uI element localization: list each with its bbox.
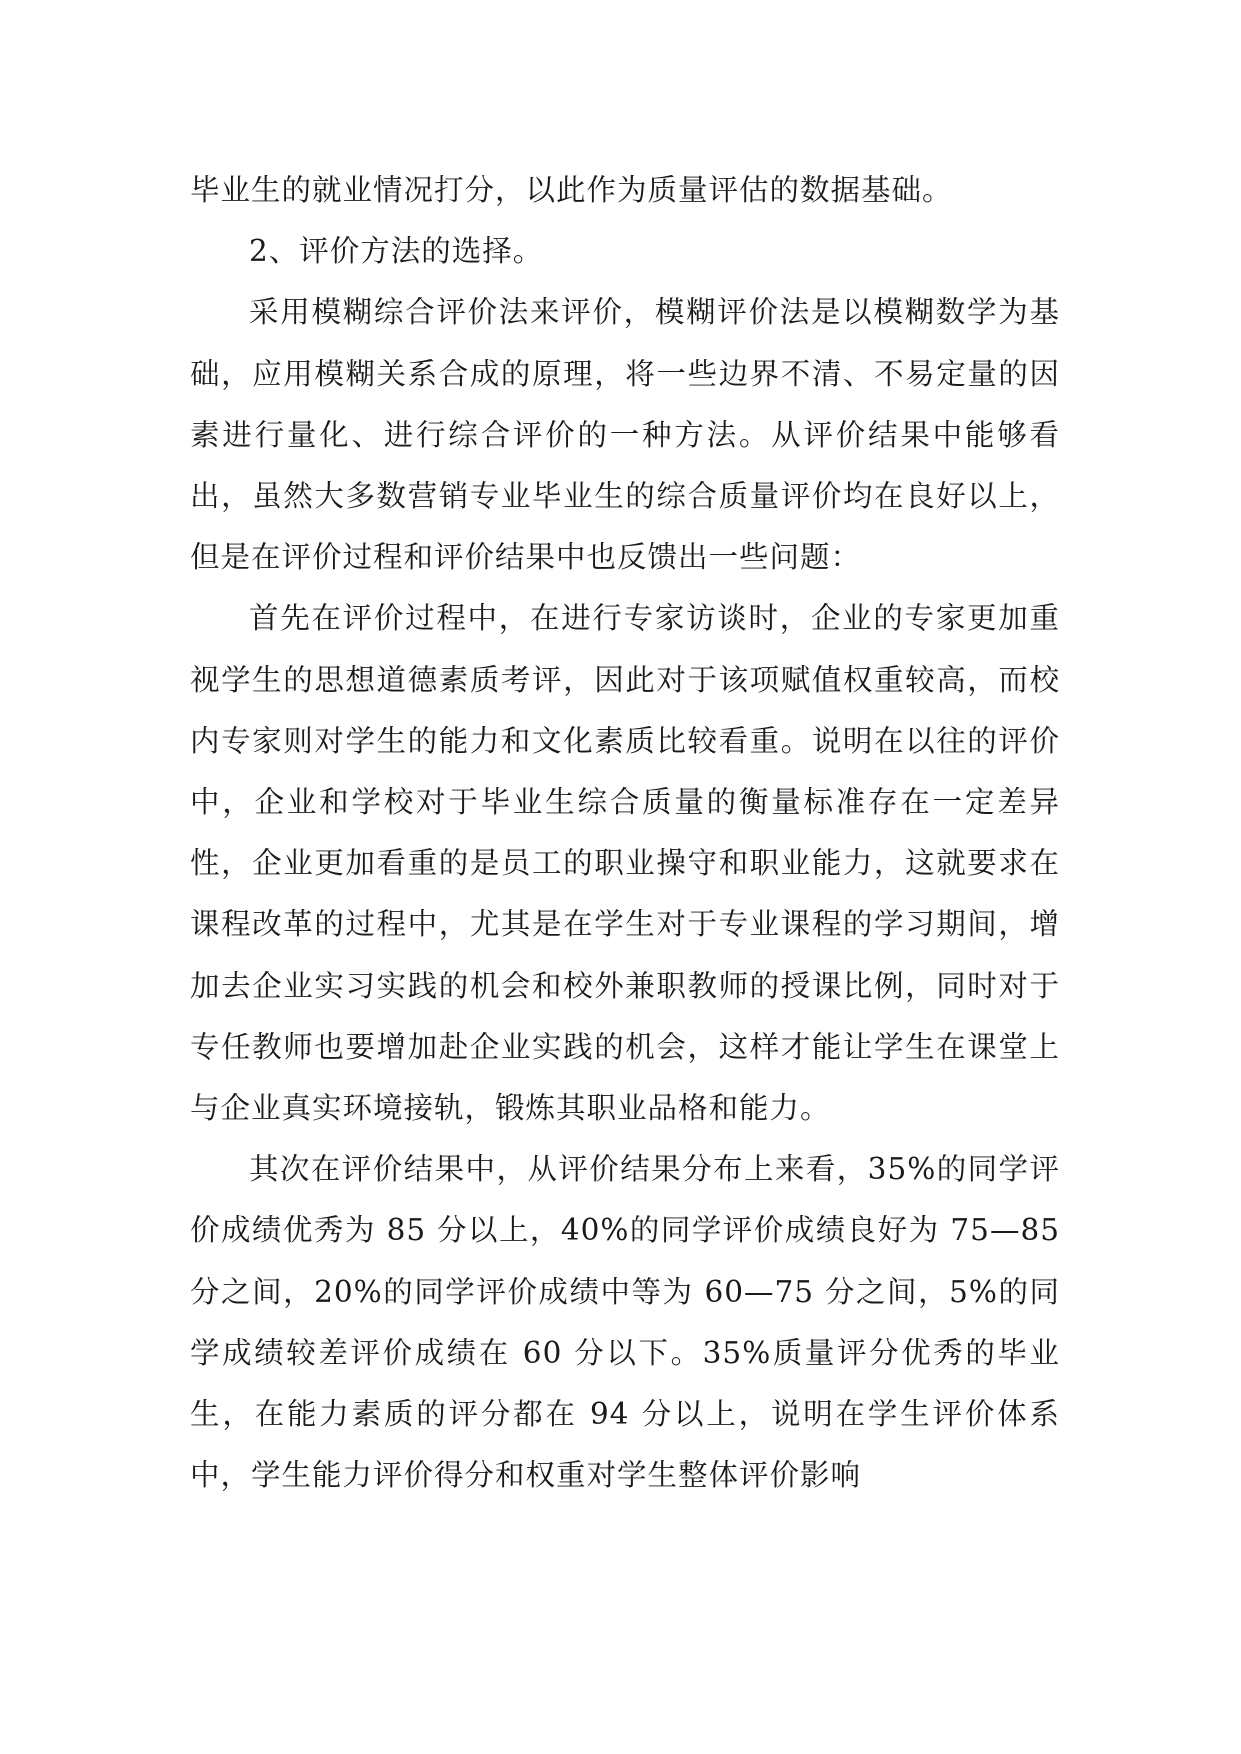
paragraph-fuzzy-evaluation: 采用模糊综合评价法来评价，模糊评价法是以模糊数学为基础，应用模糊关系合成的原理，将一些边界不清、不易定量的因素进行量化、进行综合评价的一种方法。从评价结果中能够看出，虽然大多数营销专业毕业生的综合质量评价均在良好以上，但是在评价过程和评价结果中也反馈出一些问题： — [190, 295, 1060, 575]
paragraph-evaluation-process: 首先在评价过程中，在进行专家访谈时，企业的专家更加重视学生的思想道德素质考评，因此对于该项赋值权重较高，而校内专家则对学生的能力和文化素质比较看重。说明在以往的评价中，企业和学校对于毕业生综合质量的衡量标准存在一定差异性，企业更加看重的是员工的职业操守和职业能力，这就要求在课程改革的过程中，尤其是在学生对于专业课程的学习期间，增加去企业实习实践的机会和校外兼职教师的授课比例，同时对于专任教师也要增加赴企业实践的机会，这样才能让学生在课堂上与企业真实环境接轨，锻炼其职业品格和能力。 — [190, 601, 1060, 1126]
paragraph-evaluation-results: 其次在评价结果中，从评价结果分布上来看，35%的同学评价成绩优秀为 85 分以上，40%的同学评价成绩良好为 75—85 分之间，20%的同学评价成绩中等为 60—75 分之间，5%的同学成绩较差评价成绩在 60 分以下。35%质量评分优秀的毕业生，在能力素质的评分都在 94 分以上，说明在学生评价体系中，学生能力评价得分和权重对学生整体评价影响 — [190, 1152, 1060, 1493]
paragraph-continuation: 毕业生的就业情况打分，以此作为质量评估的数据基础。 — [190, 173, 953, 207]
body-text — [190, 160, 1060, 1506]
section-heading-evaluation-method: 2、评价方法的选择。 — [249, 234, 544, 269]
